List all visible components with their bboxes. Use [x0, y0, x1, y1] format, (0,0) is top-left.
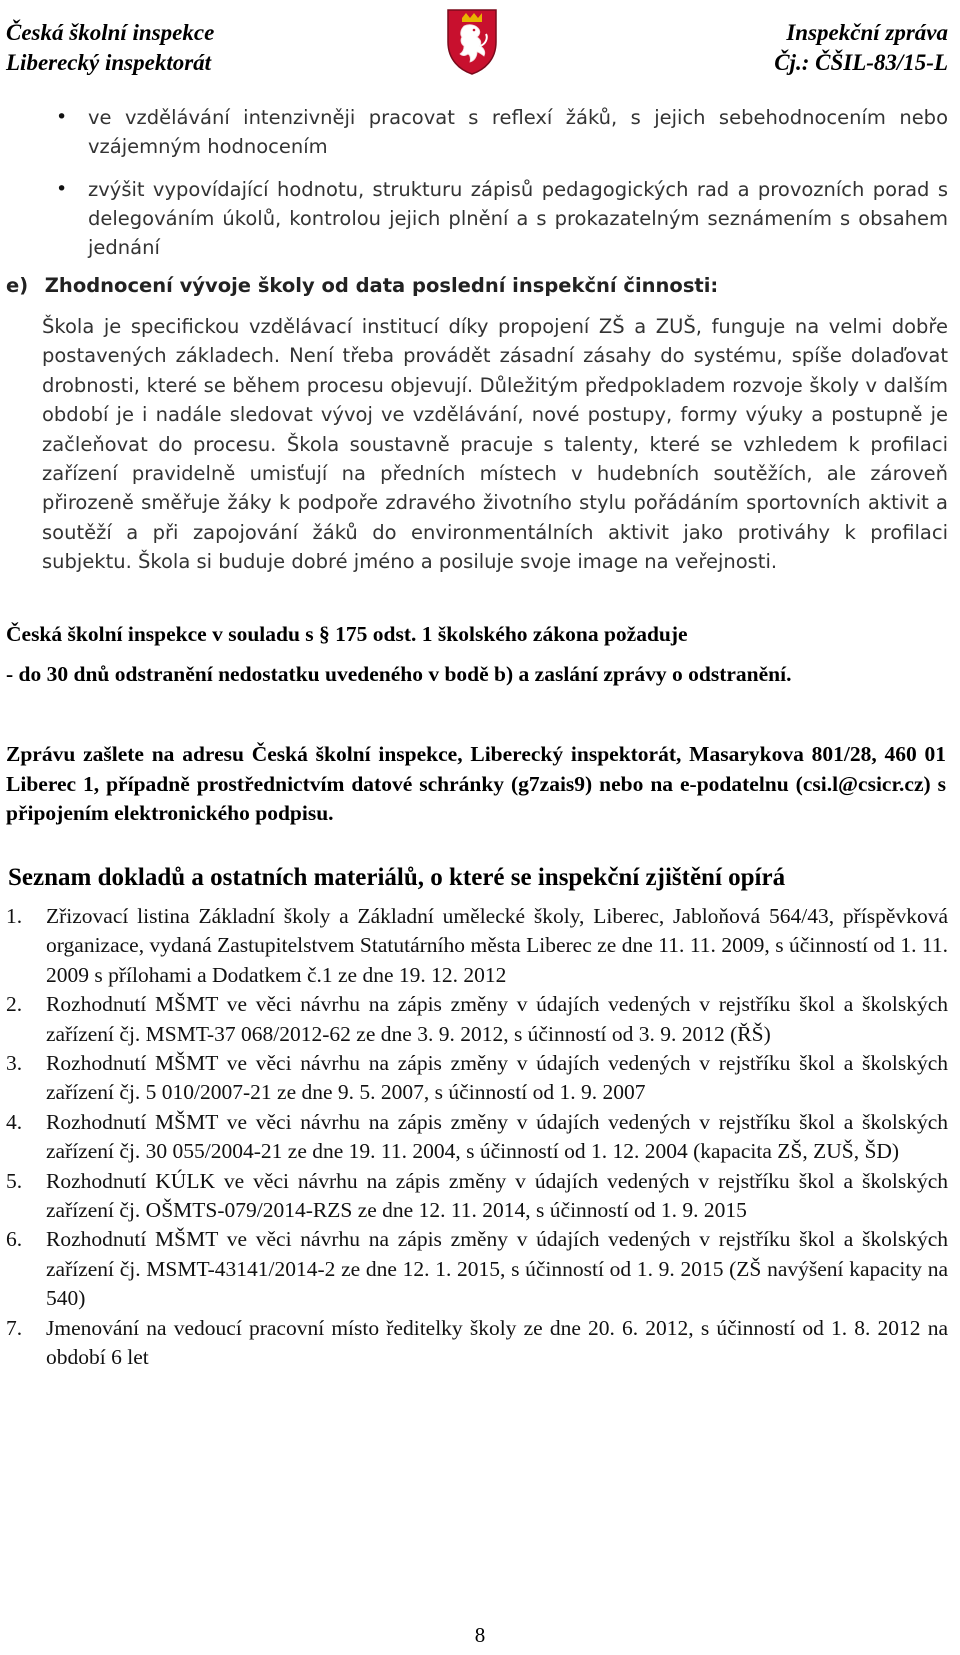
item-text: Rozhodnutí MŠMT ve věci návrhu na zápis změny v údajích vedených v rejstříku škol a školských zařízení čj. 30 055/2004-21 ze dne 19. 11. 2004, s účinností od 1. 12. 2004 (kapacita ZŠ, ZUŠ, ŠD) — [46, 1109, 948, 1164]
section-label: e) — [6, 274, 29, 297]
list-item — [6, 1167, 948, 1226]
item-number: 1. — [6, 904, 23, 928]
page-header — [6, 18, 954, 78]
header-org: Česká školní inspekce — [6, 20, 215, 45]
header-report-type: Inspekční zpráva — [786, 20, 948, 45]
item-text: Rozhodnutí MŠMT ve věci návrhu na zápis změny v údajích vedených v rejstříku škol a školských zařízení čj. 5 010/2007-21 ze dne 9. 5. 2007, s účinností od 1. 9. 2007 — [46, 1051, 948, 1105]
list-item-text: zvýšit vypovídající hodnotu, strukturu zápisů pedagogických rad a provozních porad s delegováním úkolů, kontrolou jejich plnění a s prokazatelným seznámením s obsahem jednání — [88, 178, 948, 259]
item-text: Rozhodnutí MŠMT ve věci návrhu na zápis změny v údajích vedených v rejstříku škol a školských zařízení čj. MSMT-37 068/2012-62 ze dne 3. 9. 2012, s účinností od 3. 9. 2012 (ŘŠ) — [46, 992, 948, 1046]
list-item — [6, 990, 948, 1049]
item-number: 2. — [6, 992, 23, 1017]
documents-heading: Seznam dokladů a ostatních materiálů, o které se inspekční zjištění opírá — [8, 864, 786, 891]
page-number: 8 — [474, 1623, 486, 1647]
list-item — [6, 1314, 948, 1373]
item-number: 7. — [6, 1315, 23, 1340]
list-item — [6, 1049, 948, 1108]
inspection-requirement-line: Česká školní inspekce v souladu s § 175 odst. 1 školského zákona požaduje — [6, 622, 688, 646]
item-number: 6. — [6, 1227, 23, 1252]
documents-list — [6, 902, 948, 1373]
item-text: Rozhodnutí MŠMT ve věci návrhu na zápis změny v údajích vedených v rejstříku škol a školských zařízení čj. MSMT-43141/2014-2 ze dne 12. 1. 2015, s účinností od 1. 9. 2015 (ZŠ navýšení kapacity na 540) — [46, 1227, 948, 1311]
list-item — [50, 103, 948, 161]
item-text: Jmenování na vedoucí pracovní místo ředitelky školy ze dne 20. 6. 2012, s účinností od 1. 8. 2012 na období 6 let — [46, 1315, 948, 1370]
item-number: 4. — [6, 1109, 23, 1134]
address-paragraph: Zprávu zašlete na adresu Česká školní inspekce, Liberecký inspektorát, Masarykova 801/28, 460 01 Liberec 1, případně prostřednictvím datové schránky (g7zais9) nebo na e-podatelnu (csi.l@csicr.cz) s připojením elektronického podpisu. — [6, 742, 946, 825]
header-office: Liberecký inspektorát — [6, 50, 212, 75]
bullet-icon: • — [56, 178, 68, 200]
bullet-icon: • — [56, 106, 68, 128]
list-item — [6, 1108, 948, 1167]
item-text: Rozhodnutí KÚLK ve věci návrhu na zápis změny v údajích vedených v rejstříku škol a školských zařízení čj. OŠMTS-079/2014-RZS ze dne 12. 11. 2014, s účinností od 1. 9. 2015 — [46, 1168, 948, 1223]
item-number: 3. — [6, 1051, 23, 1076]
recommendation-list — [50, 103, 948, 276]
header-right — [774, 18, 948, 78]
section-e-heading — [6, 272, 946, 300]
section-e-paragraph: Škola je specifickou vzdělávací institucí díky propojení ZŠ a ZUŠ, funguje na velmi dobře postavených základech. Není třeba provádět zásadní zásahy do systému, spíše dolaďovat drobnosti, které se během procesu objevují. Důležitým předpokladem rozvoje školy v dalším období je i nadále sledovat vývoj ve vzdělávání, nové postupy, formy výuky a postupně je začleňovat do procesu. Škola soustavně pracuje s talenty, které se vzhledem k profilaci zařízení pravidelně umisťují na předních místech v hudebních soutěžích, ale zároveň přirozeně směřuje žáky k podpoře zdravého životního stylu pořádáním sportovních aktivit a soutěží a při zapojování žáků do environmentálních aktivit jako protiváhy k profilaci subjektu. Škola si buduje dobré jméno a posiluje svoje image na veřejnosti. — [42, 315, 948, 574]
item-number: 5. — [6, 1168, 23, 1193]
czech-lion-crest-icon — [444, 4, 500, 76]
item-text: Zřizovací listina Základní školy a Základní umělecké školy, Liberec, Jabloňová 564/43, příspěvková organizace, vydaná Zastupitelstvem Statutárního města Liberec ze dne 11. 11. 2009, s účinností od 1. 11. 2009 s přílohami a Dodatkem č.1 ze dne 19. 12. 2012 — [46, 904, 948, 987]
header-reference-number: Čj.: ČŠIL-83/15-L — [774, 50, 948, 75]
list-item — [6, 1225, 948, 1313]
list-item — [50, 175, 948, 262]
list-item-text: ve vzdělávání intenzivněji pracovat s reflexí žáků, s jejich sebehodnocením nebo vzájemným hodnocením — [88, 106, 948, 158]
section-title: Zhodnocení vývoje školy od data poslední inspekční činnosti: — [44, 274, 719, 297]
header-left — [6, 18, 214, 78]
requirement-item: - do 30 dnů odstranění nedostatku uvedeného v bodě b) a zaslání zprávy o odstranění. — [6, 662, 792, 686]
list-item — [6, 902, 948, 990]
